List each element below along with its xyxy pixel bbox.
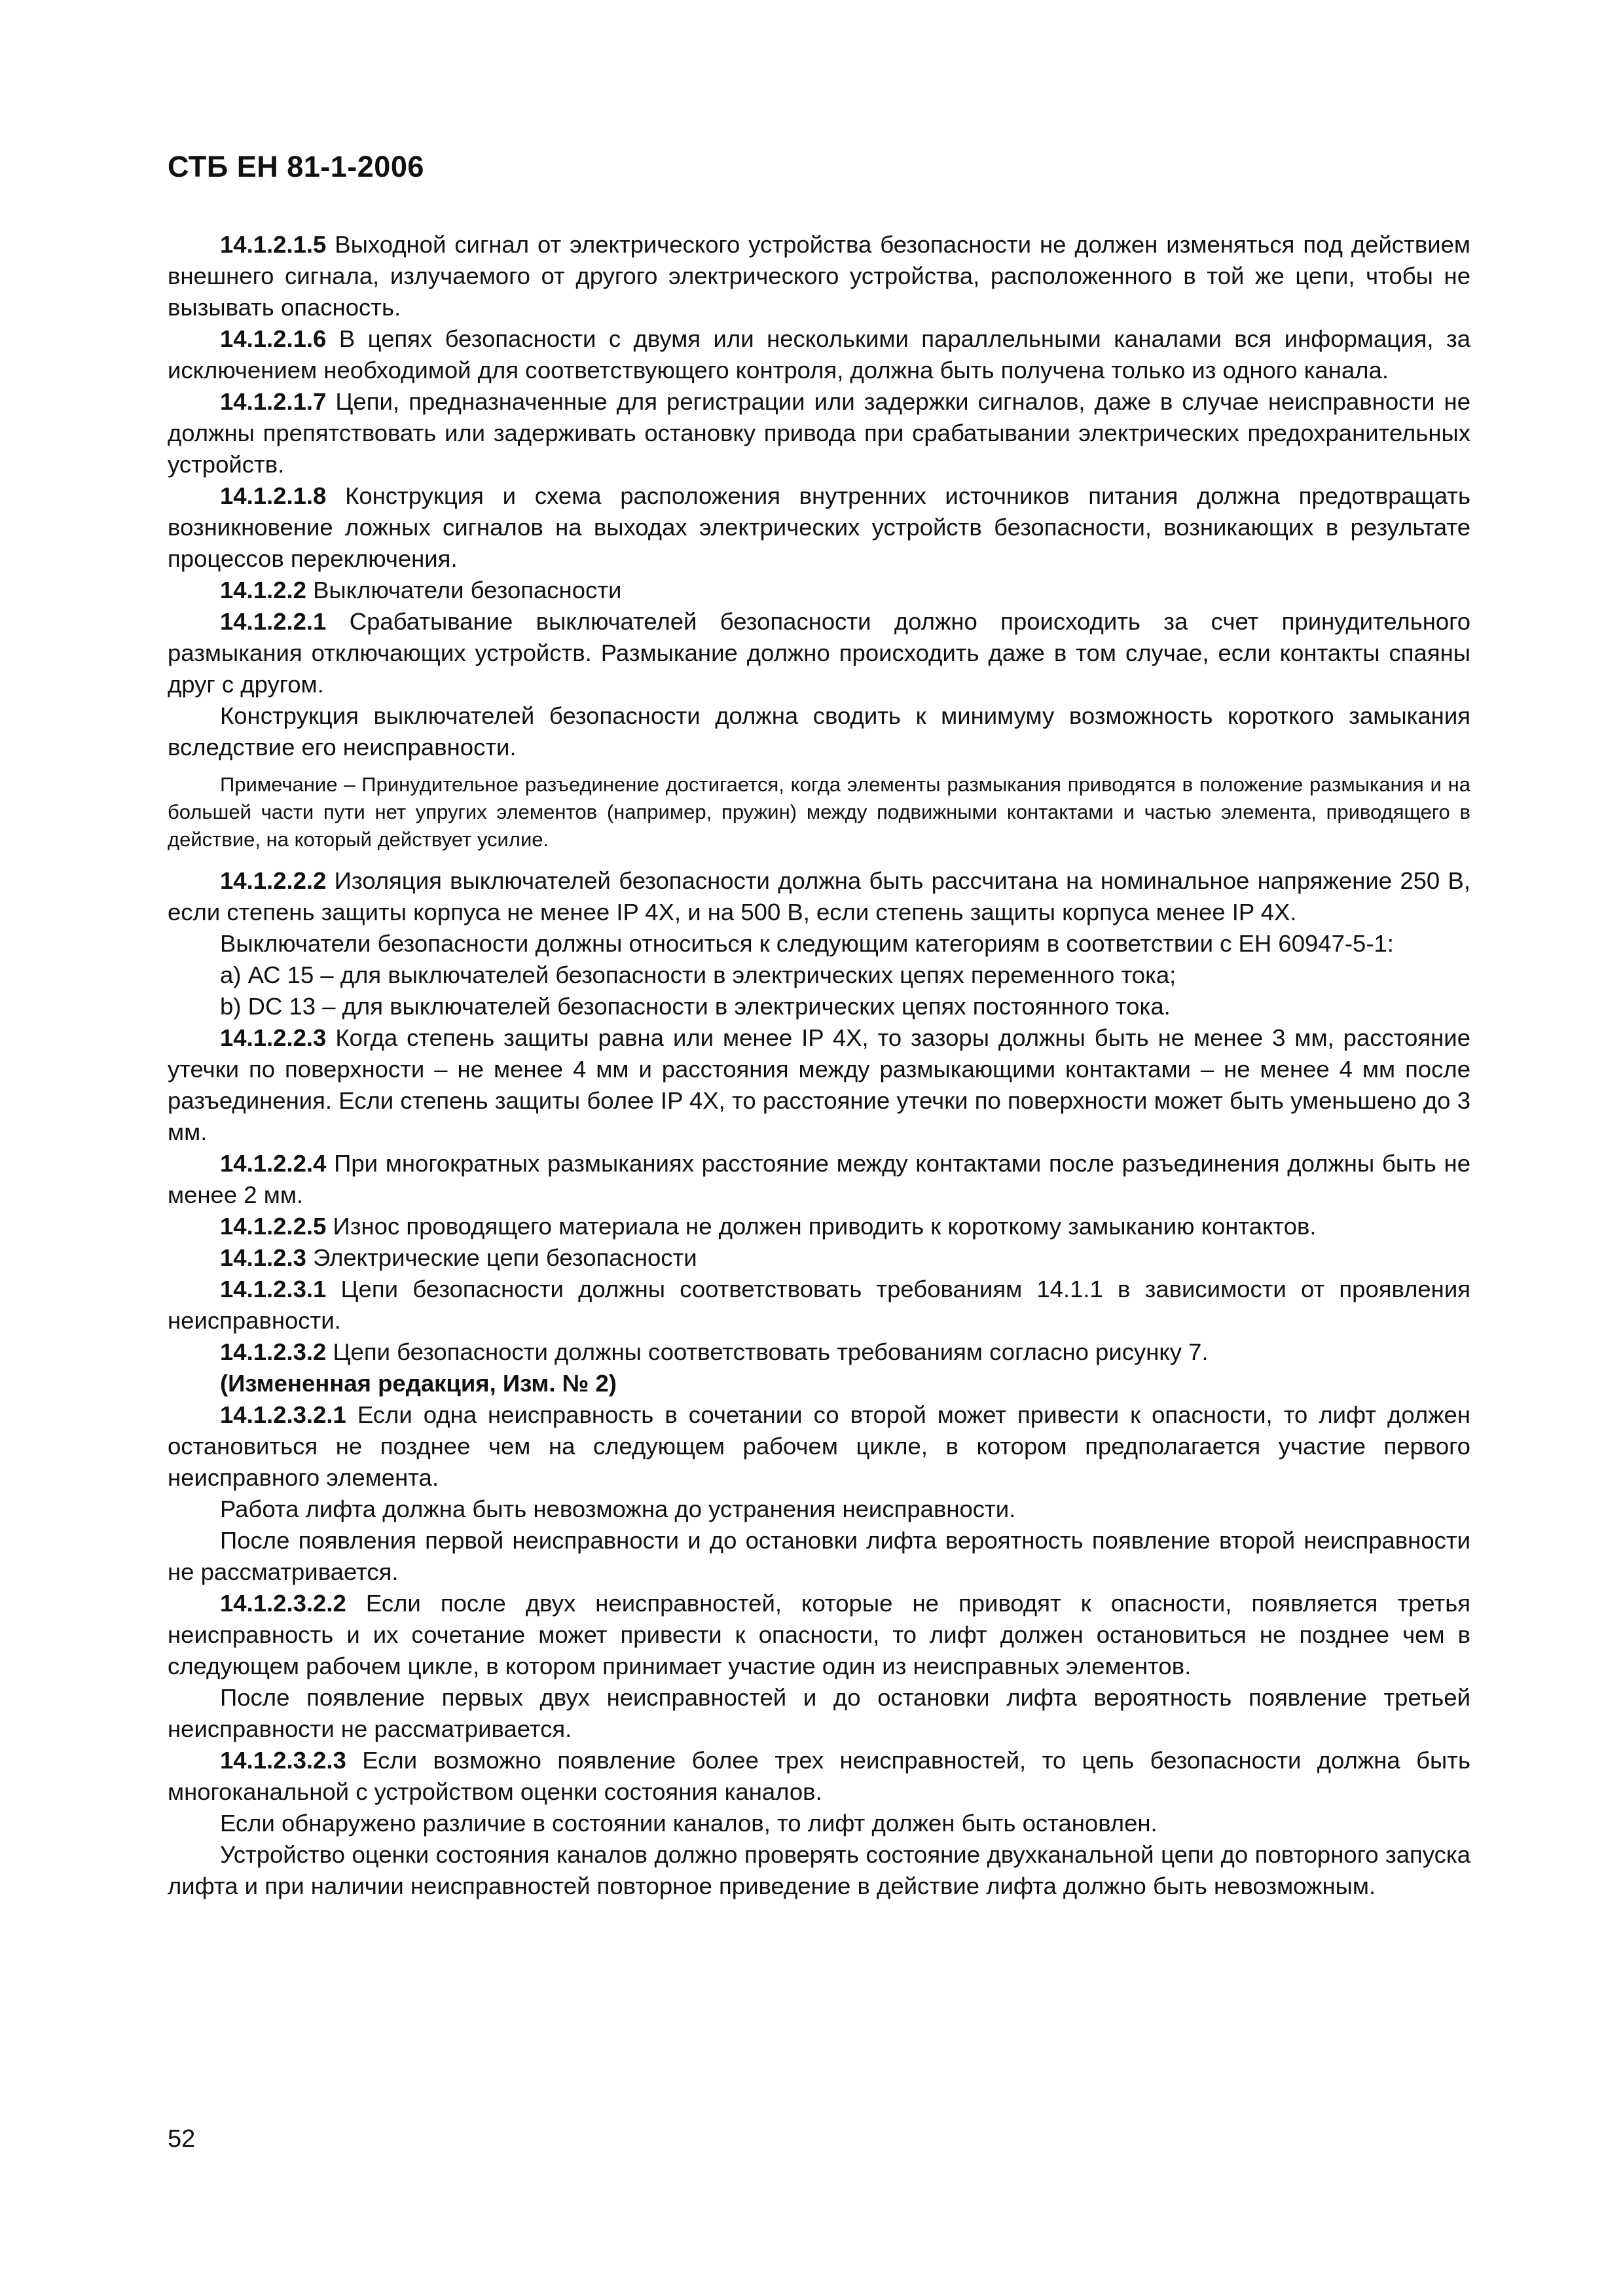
paragraph-14-1-2-2-4 <box>168 1148 1470 1211</box>
paragraph-channel-difference <box>168 1808 1470 1839</box>
clause-text: Выключатели безопасности должны относиться к следующим категориям в соответствии с ЕН 60947-5-1: <box>220 930 1394 957</box>
paragraph-14-1-2-3-1 <box>168 1274 1470 1336</box>
clause-text: Цепи безопасности должны соответствовать требованиям согласно рисунку 7. <box>326 1338 1209 1365</box>
clause-number: 14.1.2.3 <box>220 1244 306 1271</box>
clause-text: Если возможно появление более трех неисправностей, то цепь безопасности должна быть многоканальной с устройством оценки состояния каналов. <box>168 1747 1470 1805</box>
note-paragraph: Примечание – Принудительное разъединение достигается, когда элементы размыкания приводятся в положение размыкания и на большей части пути нет упругих элементов (например, пружин) между подвижными контактами и частью элемента, приводящего в действие, на который действует усилие. <box>168 773 1470 851</box>
clause-text: Выходной сигнал от электрического устройства безопасности не должен изменяться под действием внешнего сигнала, излучаемого от другого электрического устройства, расположенного в той же цепи, чтобы не вызывать опасность. <box>168 231 1470 321</box>
clause-text: Когда степень защиты равна или менее IP 4X, то зазоры должны быть не менее 3 мм, расстояние утечки по поверхности – не менее 4 мм и расстояния между размыкающими контактами – не менее 4 мм после разъединения. Если степень защиты более IP 4X, то расстояние утечки по поверхности может быть уменьшено до 3 мм. <box>168 1024 1470 1145</box>
clause-text: Изоляция выключателей безопасности должна быть рассчитана на номинальное напряжение 250 В, если степень защиты корпуса не менее IP 4X, и на 500 В, если степень защиты корпуса менее IP 4X. <box>168 867 1470 925</box>
clause-text: Цепи безопасности должны соответствовать требованиям 14.1.1 в зависимости от проявления неисправности. <box>168 1276 1470 1334</box>
paragraph-lift-operation <box>168 1494 1470 1525</box>
clause-text: Выключатели безопасности <box>306 577 622 603</box>
clause-text: После появления первой неисправности и до остановки лифта вероятность появление второй неисправности не рассматривается. <box>168 1527 1470 1585</box>
clause-number: 14.1.2.2.4 <box>220 1150 327 1177</box>
paragraph-14-1-2-1-5 <box>168 229 1470 323</box>
clause-text: Электрические цепи безопасности <box>306 1244 697 1271</box>
paragraph-14-1-2-1-6 <box>168 323 1470 386</box>
clause-number: 14.1.2.2.2 <box>220 867 327 894</box>
clause-number: 14.1.2.1.6 <box>220 325 327 352</box>
paragraph-14-1-2-2 <box>168 575 1470 606</box>
amendment-text: (Измененная редакция, Изм. № 2) <box>220 1370 617 1397</box>
clause-text: Если одна неисправность в сочетании со второй может привести к опасности, то лифт должен остановиться не позднее чем на следующем рабочем цикле, в котором предполагается участие первого неисправного элемента. <box>168 1401 1470 1491</box>
clause-text: При многократных размыканиях расстояние между контактами после разъединения должны быть не менее 2 мм. <box>168 1150 1470 1208</box>
clause-text: Срабатывание выключателей безопасности должно происходить за счет принудительного размыкания отключающих устройств. Размыкание должно происходить даже в том случае, если контакты спаяны друг с другом. <box>168 608 1470 698</box>
clause-text: Цепи, предназначенные для регистрации или задержки сигналов, даже в случае неисправности не должны препятствовать или задерживать остановку привода при срабатывании электрических предохранительных устройств. <box>168 388 1470 478</box>
paragraph-14-1-2-2-1 <box>168 606 1470 700</box>
paragraph-14-1-2-3 <box>168 1242 1470 1274</box>
paragraph-third-fault <box>168 1682 1470 1745</box>
clause-text: Устройство оценки состояния каналов должно проверять состояние двухканальной цепи до повторного запуска лифта и при наличии неисправностей повторное приведение в действие лифта должно быть невозможным. <box>168 1841 1470 1899</box>
clause-text: Работа лифта должна быть невозможна до устранения неисправности. <box>220 1496 1016 1522</box>
clause-number: 14.1.2.3.2 <box>220 1338 327 1365</box>
paragraph-channel-evaluation <box>168 1839 1470 1902</box>
clause-text: После появление первых двух неисправностей и до остановки лифта вероятность появление третьей неисправности не рассматривается. <box>168 1684 1470 1742</box>
clause-number: 14.1.2.2.1 <box>220 608 327 635</box>
clause-number: 14.1.2.2.3 <box>220 1024 327 1051</box>
paragraph-second-fault <box>168 1525 1470 1588</box>
paragraph-14-1-2-1-8 <box>168 480 1470 575</box>
clause-text: Износ проводящего материала не должен приводить к короткому замыканию контактов. <box>326 1213 1317 1240</box>
paragraph-14-1-2-1-7 <box>168 386 1470 480</box>
clause-number: 14.1.2.1.5 <box>220 231 327 258</box>
clause-text: Конструкция и схема расположения внутренних источников питания должна предотвращать возникновение ложных сигналов на выходах электрических устройств безопасности, возникающих в результате процессов переключения. <box>168 482 1470 572</box>
clause-number: 14.1.2.2.5 <box>220 1213 327 1240</box>
clause-text: Конструкция выключателей безопасности должна сводить к минимуму возможность короткого замыкания вследствие его неисправности. <box>168 702 1470 761</box>
clause-number: 14.1.2.1.7 <box>220 388 327 415</box>
clause-text: Если после двух неисправностей, которые не приводят к опасности, появляется третья неисправность и их сочетание может привести к опасности, то лифт должен остановиться не позднее чем в следующем рабочем цикле, в котором принимает участие один из неисправных элементов. <box>168 1590 1470 1679</box>
list-item-dc13 <box>168 991 1470 1022</box>
clause-text: В цепях безопасности с двумя или несколькими параллельными каналами вся информация, за исключением необходимой для соответствующего контроля, должна быть получена только из одного канала. <box>168 325 1470 384</box>
list-item-text: b) DC 13 – для выключателей безопасности в электрических цепях постоянного тока. <box>220 993 1171 1020</box>
paragraph-14-1-2-2-2 <box>168 865 1470 928</box>
paragraph-14-1-2-2-3 <box>168 1022 1470 1148</box>
document-code-header: СТБ ЕН 81-1-2006 <box>168 150 424 183</box>
clause-number: 14.1.2.2 <box>220 577 306 603</box>
list-item-text: a) АС 15 – для выключателей безопасности в электрических цепях переменного тока; <box>220 961 1176 988</box>
amendment-note <box>168 1368 1470 1399</box>
paragraph-14-1-2-3-2-2 <box>168 1588 1470 1682</box>
paragraph-switch-categories <box>168 928 1470 960</box>
paragraph-14-1-2-3-2-1 <box>168 1399 1470 1494</box>
paragraph-14-1-2-3-2 <box>168 1336 1470 1368</box>
paragraph-14-1-2-2-5 <box>168 1211 1470 1242</box>
page-number: 52 <box>168 2125 196 2153</box>
clause-number: 14.1.2.3.2.3 <box>220 1747 346 1774</box>
paragraph-14-1-2-3-2-3 <box>168 1745 1470 1808</box>
clause-number: 14.1.2.3.2.1 <box>220 1401 346 1428</box>
clause-number: 14.1.2.3.2.2 <box>220 1590 346 1617</box>
document-body <box>168 229 1470 1902</box>
clause-number: 14.1.2.1.8 <box>220 482 327 509</box>
list-item-ac15 <box>168 960 1470 991</box>
paragraph-switch-design <box>168 700 1470 763</box>
clause-number: 14.1.2.3.1 <box>220 1276 327 1302</box>
clause-text: Если обнаружено различие в состоянии каналов, то лифт должен быть остановлен. <box>220 1810 1158 1837</box>
